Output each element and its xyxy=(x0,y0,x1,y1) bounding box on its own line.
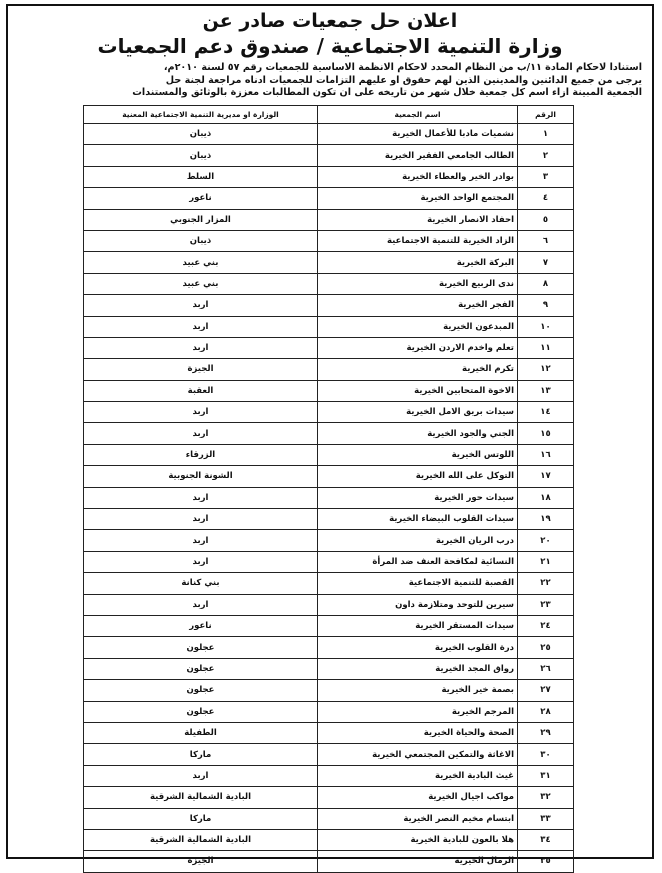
row-number: ٣١ xyxy=(518,765,574,786)
table-row xyxy=(84,487,574,508)
intro-line: الجمعية المبينة ازاء اسم كل جمعية خلال شهر من تاريخه على ان تكون المطالبات معززة بالوثائق والمستندات xyxy=(132,87,642,98)
association-name: التوكل على الله الخيرية xyxy=(318,466,518,487)
table-row xyxy=(84,380,574,401)
row-number: ١٥ xyxy=(518,423,574,444)
row-number: ٢٤ xyxy=(518,615,574,636)
directorate-name: اربد xyxy=(84,337,318,358)
intro-line: يرجى من جميع الدائنين والمدينين الذين لهم حقوق او عليهم التزامات للجمعيات ادناه مراجعة لجنة حل xyxy=(165,74,642,86)
directorate-name: ذيبان xyxy=(84,230,318,251)
directorate-name: اربد xyxy=(84,402,318,423)
association-name: تعلم واخدم الاردن الخيرية xyxy=(318,337,518,358)
association-name: بوادر الخير والعطاء الخيرية xyxy=(318,166,518,187)
row-number: ٩ xyxy=(518,295,574,316)
directorate-name: عجلون xyxy=(84,680,318,701)
table-row xyxy=(84,230,574,251)
directorate-name: عجلون xyxy=(84,637,318,658)
row-number: ١١ xyxy=(518,337,574,358)
directorate-name: عجلون xyxy=(84,701,318,722)
row-number: ٢٠ xyxy=(518,530,574,551)
table-row xyxy=(84,444,574,465)
table-row xyxy=(84,337,574,358)
table-row xyxy=(84,166,574,187)
table-row xyxy=(84,744,574,765)
row-number: ٢٣ xyxy=(518,594,574,615)
intro-line: استنادا لاحكام المادة ١١/ب من النظام المحدد لاحكام الانظمة الاساسية للجمعيات رقم ٥٧ لسنة ٢٠١٠م، xyxy=(163,62,642,73)
intro-paragraph xyxy=(18,62,642,100)
directorate-name: الشونة الجنوبية xyxy=(84,466,318,487)
row-number: ١٣ xyxy=(518,380,574,401)
table-row xyxy=(84,551,574,572)
directorate-name: اربد xyxy=(84,487,318,508)
association-name: الاغاثة والتمكين المجتمعي الخيرية xyxy=(318,744,518,765)
directorate-name: بني عبيد xyxy=(84,273,318,294)
table-row xyxy=(84,466,574,487)
directorate-name: اربد xyxy=(84,509,318,530)
association-name: الاخوة المتحابين الخيرية xyxy=(318,380,518,401)
table-row xyxy=(84,680,574,701)
association-name: سيدات بريق الامل الخيرية xyxy=(318,402,518,423)
directorate-name: ذيبان xyxy=(84,124,318,145)
table-row xyxy=(84,808,574,829)
table-row xyxy=(84,530,574,551)
association-name: سيدات حور الخيرية xyxy=(318,487,518,508)
table-row xyxy=(84,423,574,444)
row-number: ٢ xyxy=(518,145,574,166)
header-number: الرقم xyxy=(518,106,574,124)
notice-title: اعلان حل جمعيات صادر عن xyxy=(202,10,458,32)
associations-table xyxy=(83,105,574,873)
association-name: نشميات مادبا للأعمال الخيرية xyxy=(318,124,518,145)
association-name: مواكب اجيال الخيرية xyxy=(318,787,518,808)
directorate-name: الزرقاء xyxy=(84,444,318,465)
association-name: سيرين للتوحد ومتلازمة داون xyxy=(318,594,518,615)
table-row xyxy=(84,594,574,615)
table-row xyxy=(84,188,574,209)
table-row xyxy=(84,509,574,530)
directorate-name: ناعور xyxy=(84,188,318,209)
directorate-name: العقبة xyxy=(84,380,318,401)
association-name: بصمة خير الخيرية xyxy=(318,680,518,701)
association-name: اللوتس الخيرية xyxy=(318,444,518,465)
row-number: ٢٧ xyxy=(518,680,574,701)
row-number: ٤ xyxy=(518,188,574,209)
row-number: ٦ xyxy=(518,230,574,251)
association-name: ابتسام مخيم النصر الخيرية xyxy=(318,808,518,829)
association-name: البركة الخيرية xyxy=(318,252,518,273)
row-number: ١٤ xyxy=(518,402,574,423)
row-number: ٢٩ xyxy=(518,722,574,743)
table-row xyxy=(84,658,574,679)
directorate-name: اربد xyxy=(84,551,318,572)
association-name: سيدات المستقر الخيرية xyxy=(318,615,518,636)
row-number: ٨ xyxy=(518,273,574,294)
row-number: ٣٥ xyxy=(518,851,574,872)
row-number: ٢٨ xyxy=(518,701,574,722)
table-row xyxy=(84,701,574,722)
directorate-name: ماركا xyxy=(84,744,318,765)
table-row xyxy=(84,145,574,166)
row-number: ١٠ xyxy=(518,316,574,337)
directorate-name: اربد xyxy=(84,423,318,444)
table-row xyxy=(84,209,574,230)
directorate-name: بني عبيد xyxy=(84,252,318,273)
table-row xyxy=(84,722,574,743)
association-name: المرجم الخيرية xyxy=(318,701,518,722)
row-number: ٣٢ xyxy=(518,787,574,808)
row-number: ٣٤ xyxy=(518,829,574,850)
directorate-name: السلط xyxy=(84,166,318,187)
table-header-row xyxy=(84,106,574,124)
association-name: الفجر الخيرية xyxy=(318,295,518,316)
association-name: غيث البادية الخيرية xyxy=(318,765,518,786)
association-name: سيدات القلوب البيضاء الخيرية xyxy=(318,509,518,530)
association-name: درة القلوب الخيرية xyxy=(318,637,518,658)
table-row xyxy=(84,295,574,316)
table-row xyxy=(84,252,574,273)
header-directorate: الوزارة او مديرية التنمية الاجتماعية المعنية xyxy=(84,106,318,124)
association-name: رواق المجد الخيرية xyxy=(318,658,518,679)
directorate-name: عجلون xyxy=(84,658,318,679)
association-name: القصبة للتنمية الاجتماعية xyxy=(318,573,518,594)
directorate-name: الجيزة xyxy=(84,851,318,872)
row-number: ١٨ xyxy=(518,487,574,508)
table-row xyxy=(84,637,574,658)
row-number: ٢٢ xyxy=(518,573,574,594)
table-row xyxy=(84,124,574,145)
row-number: ٣ xyxy=(518,166,574,187)
directorate-name: ذيبان xyxy=(84,145,318,166)
table-row xyxy=(84,829,574,850)
directorate-name: اربد xyxy=(84,594,318,615)
row-number: ٢٥ xyxy=(518,637,574,658)
row-number: ٢٦ xyxy=(518,658,574,679)
directorate-name: ناعور xyxy=(84,615,318,636)
association-name: درب الريان الخيرية xyxy=(318,530,518,551)
directorate-name: اربد xyxy=(84,316,318,337)
association-name: الجني والجود الخيرية xyxy=(318,423,518,444)
association-name: الرمال الخيرية xyxy=(318,851,518,872)
table-row xyxy=(84,273,574,294)
table-row xyxy=(84,316,574,337)
directorate-name: المزار الجنوبي xyxy=(84,209,318,230)
association-name: تكرم الخيرية xyxy=(318,359,518,380)
association-name: المجتمع الواحد الخيرية xyxy=(318,188,518,209)
header-association-name: اسم الجمعية xyxy=(318,106,518,124)
row-number: ٣٠ xyxy=(518,744,574,765)
association-name: هلا بالعون للبادية الخيرية xyxy=(318,829,518,850)
directorate-name: الجيزة xyxy=(84,359,318,380)
row-number: ١٩ xyxy=(518,509,574,530)
directorate-name: البادية الشمالية الشرقية xyxy=(84,787,318,808)
row-number: ٧ xyxy=(518,252,574,273)
association-name: الصحة والحياة الخيرية xyxy=(318,722,518,743)
row-number: ٢١ xyxy=(518,551,574,572)
row-number: ١٢ xyxy=(518,359,574,380)
table-row xyxy=(84,573,574,594)
table-row xyxy=(84,851,574,872)
notice-subtitle: وزارة التنمية الاجتماعية / صندوق دعم الجمعيات xyxy=(97,34,563,58)
directorate-name: بني كنانة xyxy=(84,573,318,594)
row-number: ١٧ xyxy=(518,466,574,487)
association-name: الزاد الخيرية للتنمية الاجتماعية xyxy=(318,230,518,251)
table-row xyxy=(84,765,574,786)
table-body xyxy=(84,124,574,873)
directorate-name: اربد xyxy=(84,765,318,786)
directorate-name: اربد xyxy=(84,530,318,551)
directorate-name: الطفيلة xyxy=(84,722,318,743)
table-row xyxy=(84,359,574,380)
directorate-name: ماركا xyxy=(84,808,318,829)
table-row xyxy=(84,615,574,636)
directorate-name: البادية الشمالية الشرقية xyxy=(84,829,318,850)
association-name: النسائية لمكافحة العنف ضد المرأة xyxy=(318,551,518,572)
association-name: ندى الربيع الخيرية xyxy=(318,273,518,294)
association-name: المبدعون الخيرية xyxy=(318,316,518,337)
association-name: احفاد الانصار الخيرية xyxy=(318,209,518,230)
association-name: الطالب الجامعي الفقير الخيرية xyxy=(318,145,518,166)
table-row xyxy=(84,402,574,423)
table-row xyxy=(84,787,574,808)
row-number: ٥ xyxy=(518,209,574,230)
row-number: ١٦ xyxy=(518,444,574,465)
row-number: ١ xyxy=(518,124,574,145)
directorate-name: اربد xyxy=(84,295,318,316)
row-number: ٣٣ xyxy=(518,808,574,829)
